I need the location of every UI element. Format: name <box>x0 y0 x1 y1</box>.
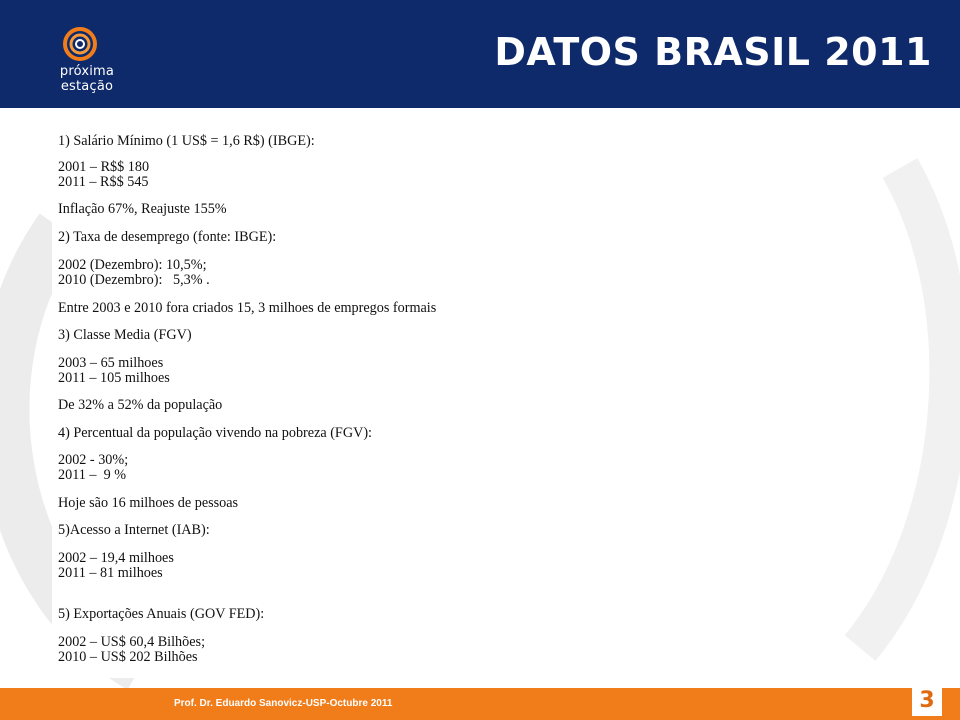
text-line: 2010 – US$ 202 Bilhões <box>58 649 198 665</box>
text-line: Inflação 67%, Reajuste 155% <box>58 201 227 217</box>
page-number: 3 <box>919 688 935 713</box>
text-line: 2002 (Dezembro): 10,5%; <box>58 257 207 273</box>
text-line: 2002 - 30%; <box>58 452 129 468</box>
slide-title: DATOS BRASIL 2011 <box>494 30 932 74</box>
text-line: 2011 – 105 milhoes <box>58 370 170 386</box>
text-line: Hoje são 16 milhoes de pessoas <box>58 495 239 511</box>
text-line: 5) Exportações Anuais (GOV FED): <box>58 606 265 622</box>
text-line: De 32% a 52% da população <box>58 397 223 413</box>
text-line: 2010 (Dezembro): 5,3% . <box>58 272 210 288</box>
text-line: Entre 2003 e 2010 fora criados 15, 3 milhoes de empregos formais <box>58 300 437 316</box>
text-line: 2003 – 65 milhoes <box>58 355 164 371</box>
footer-credit: Prof. Dr. Eduardo Sanovicz-USP-Octubre 2011 <box>174 698 393 709</box>
slide-header <box>0 0 960 108</box>
logo-text: próxima estação <box>59 64 115 94</box>
text-line: 5)Acesso a Internet (IAB): <box>58 522 210 538</box>
text-line: 2002 – 19,4 milhoes <box>58 550 174 566</box>
text-line: 2) Taxa de desemprego (fonte: IBGE): <box>58 229 277 245</box>
logo <box>32 22 142 92</box>
text-line: 2011 – R$$ 545 <box>58 174 149 190</box>
logo-swirl-icon <box>62 26 98 62</box>
text-line: 2011 – 81 milhoes <box>58 565 163 581</box>
text-line: 2011 – 9 % <box>58 467 127 483</box>
text-line: 3) Classe Media (FGV) <box>58 327 192 343</box>
data-content-panel <box>52 120 812 678</box>
text-line: 4) Percentual da população vivendo na pobreza (FGV): <box>58 425 372 441</box>
text-line: 2001 – R$$ 180 <box>58 159 150 175</box>
page-number-box <box>912 686 942 716</box>
slide-footer <box>0 688 960 720</box>
text-line: 2002 – US$ 60,4 Bilhões; <box>58 634 206 650</box>
text-line: 1) Salário Mínimo (1 US$ = 1,6 R$) (IBGE): <box>58 133 315 149</box>
